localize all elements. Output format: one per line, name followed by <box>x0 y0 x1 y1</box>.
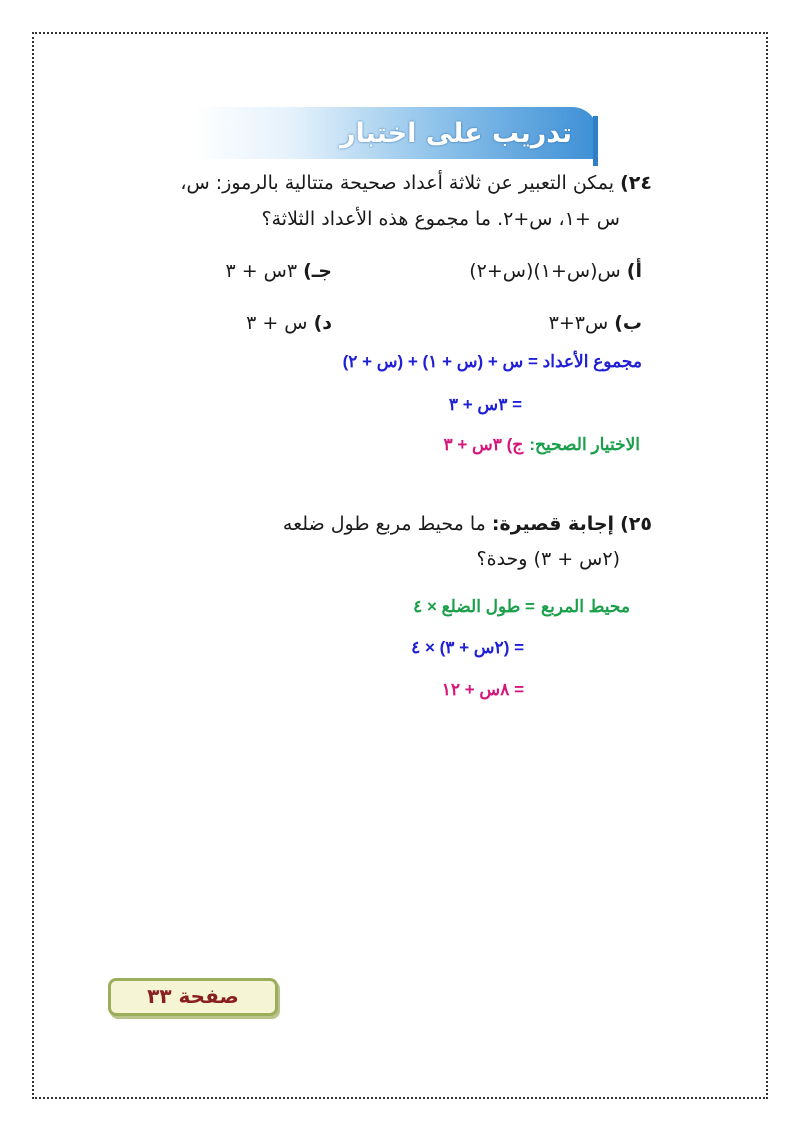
option-b-text: س٣+٣ <box>548 312 609 334</box>
q25-solution-line3: = ٨س + ١٢ <box>441 680 524 699</box>
banner-edge <box>593 116 598 166</box>
q25-solution-expr1: = طول الضلع × ٤ <box>413 597 535 616</box>
option-d-letter: د) <box>313 312 332 334</box>
q25-solution-line2: = (٢س + ٣) × ٤ <box>411 638 524 657</box>
q24-text-1: يمكن التعبير عن ثلاثة أعداد صحيحة متتالية بالرموز: س، <box>180 172 615 194</box>
q25-line1 <box>283 513 652 535</box>
q25-line2: (٢س + ٣) وحدة؟ <box>476 548 620 570</box>
q25-solution-label: محيط المربع <box>541 597 630 616</box>
q24-option-b <box>549 312 642 334</box>
q24-answer-line <box>443 433 640 455</box>
section-title: تدريب على اختبار <box>339 118 572 149</box>
page-number-label: صفحة ٣٣ <box>147 984 239 1008</box>
option-a-text: س(س+١)(س+٢) <box>469 260 621 282</box>
q25-number: ٢٥) <box>620 513 652 535</box>
q24-line1 <box>180 172 652 194</box>
q24-solution-line1 <box>343 352 642 372</box>
q24-option-a <box>469 260 642 282</box>
option-c-text: ٣س + ٣ <box>225 260 298 282</box>
q24-option-c <box>225 260 332 282</box>
option-d-text: س + ٣ <box>246 312 308 334</box>
q24-number: ٢٤) <box>620 172 652 194</box>
q24-answer-label: الاختيار الصحيح: <box>529 435 640 454</box>
q24-answer-value: ج) ٣س + ٣ <box>443 435 524 454</box>
q24-solution-expr1: = س + (س + ١) + (س + ٢) <box>342 352 538 371</box>
option-a-letter: أ) <box>626 260 642 282</box>
q25-label: إجابة قصيرة: <box>491 513 615 535</box>
q25-solution-line1 <box>413 595 630 617</box>
option-b-letter: ب) <box>614 312 642 334</box>
q24-line2: س +١، س+٢. ما مجموع هذه الأعداد الثلاثة؟ <box>261 208 620 230</box>
option-c-letter: جـ) <box>303 260 332 282</box>
q24-solution-label: مجموع الأعداد <box>542 352 642 371</box>
q25-text-1: ما محيط مربع طول ضلعه <box>282 513 486 535</box>
q24-solution-line2: = ٣س + ٣ <box>448 395 522 414</box>
q24-option-d <box>246 312 332 334</box>
